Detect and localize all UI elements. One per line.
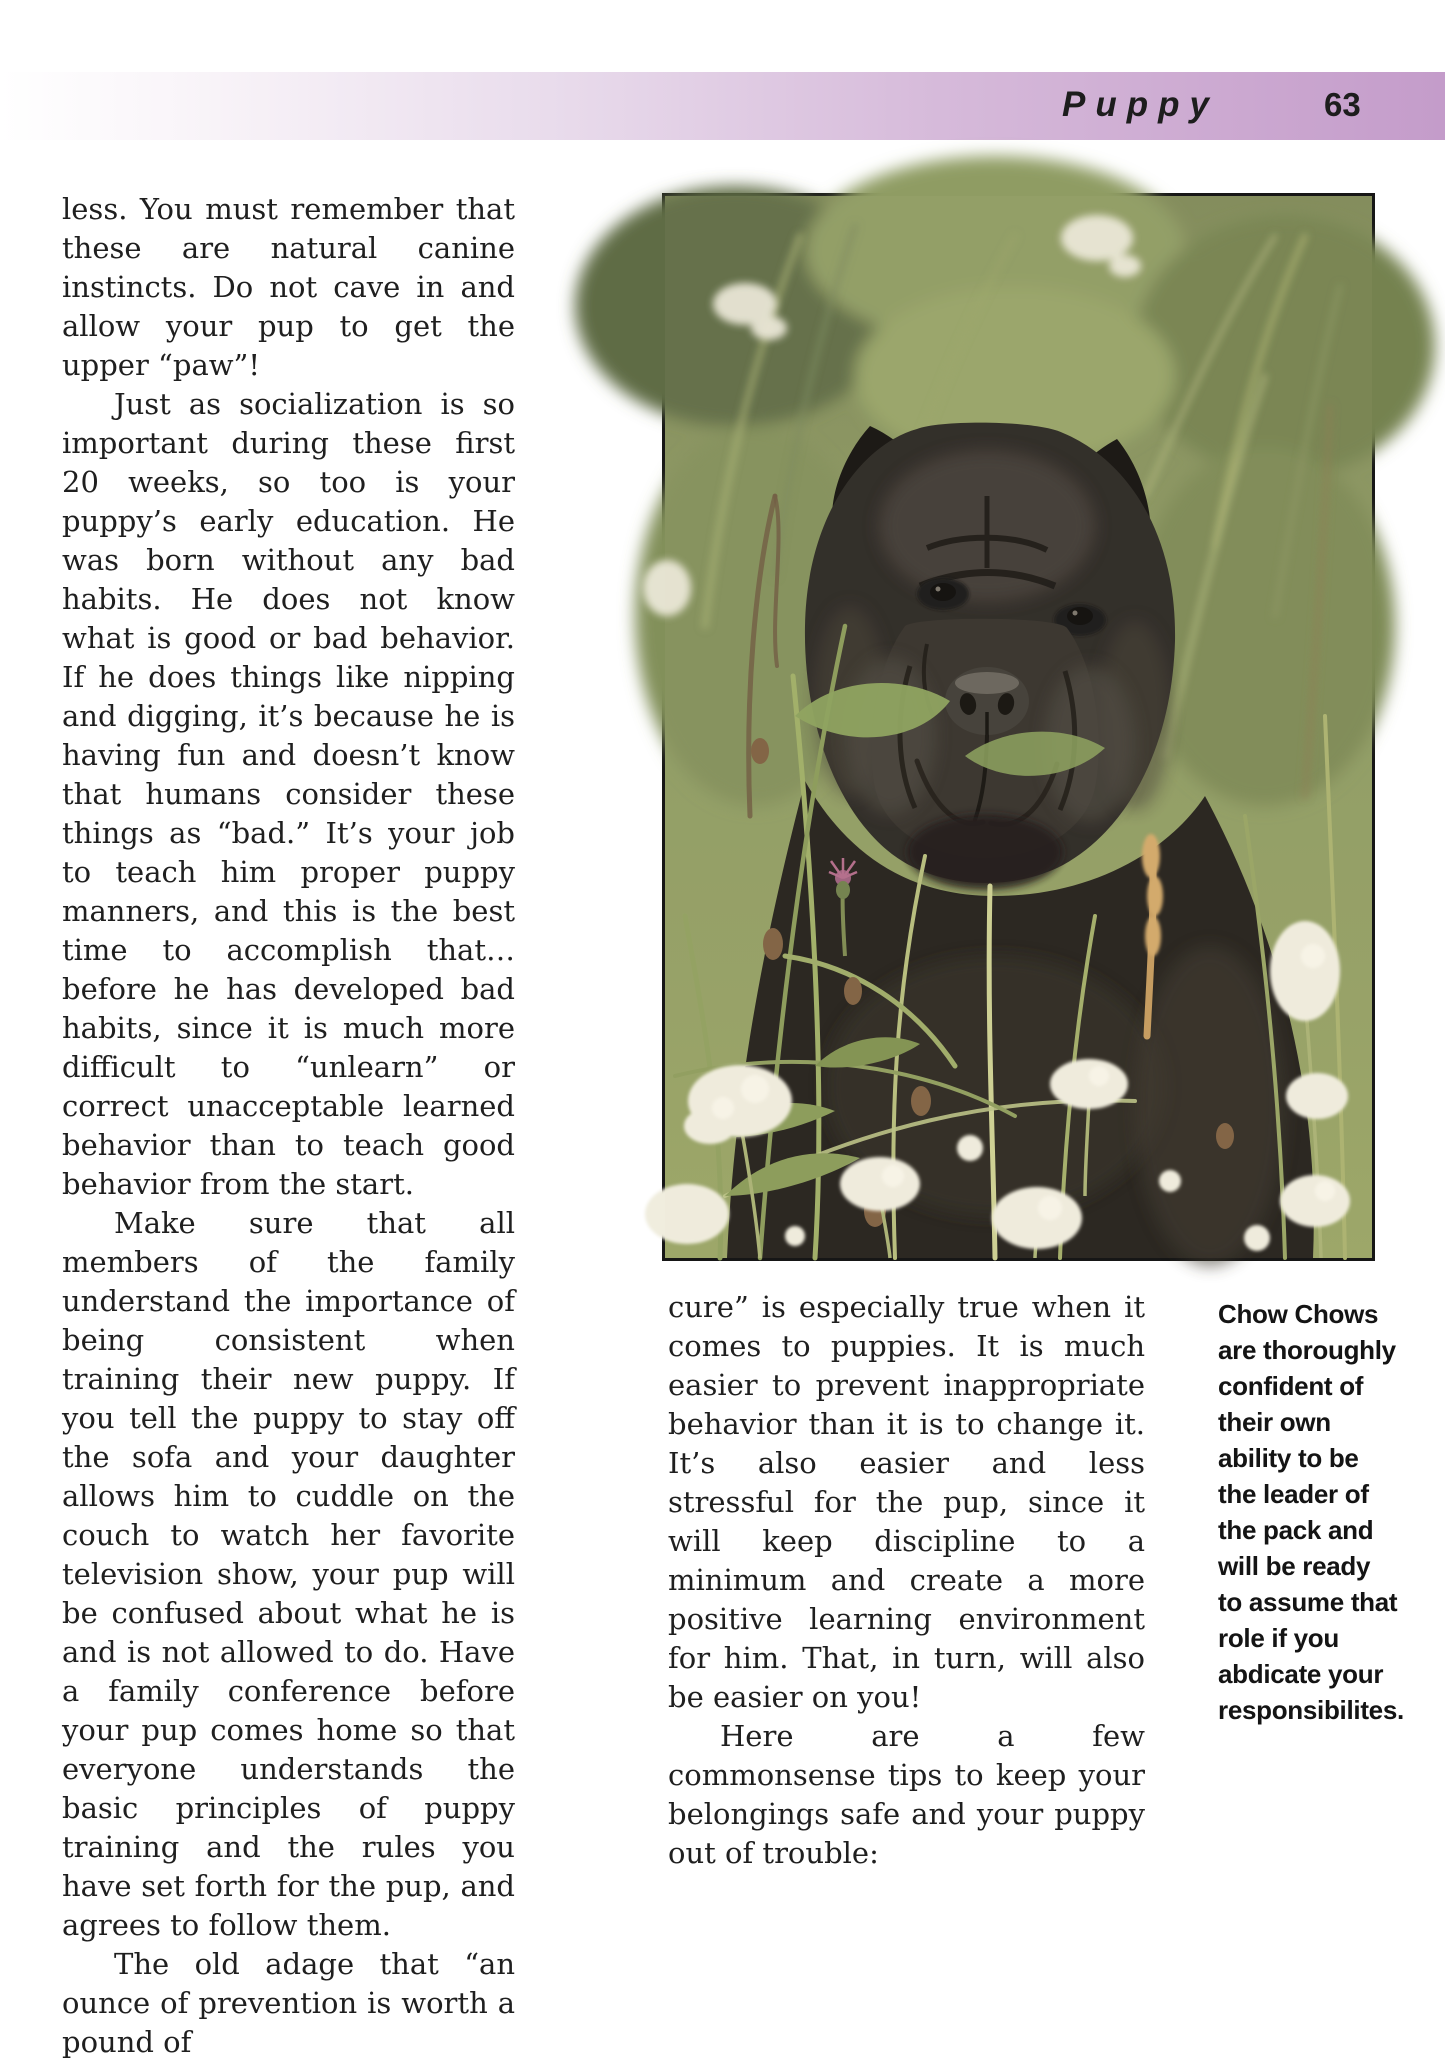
caption-line: are thoroughly — [1218, 1335, 1396, 1365]
paragraph: cure” is especially true when it comes to puppies. It is much easier to prevent inappropriate behavior than it is to change it. It’s also easier and less stressful for the pup, since it will keep discipline to a minimum and create a more positive learning environment for him. That, in turn, will also be easier on you! — [668, 1290, 1145, 1714]
paragraph: Just as socialization is so important during these first 20 weeks, so too is your puppy’s early education. He was born without any bad habits. He does not know what is good or bad behavior. If he does things like nipping and digging, it’s because he is having fun and doesn’t know that humans consider these things as “bad.” It’s your job to teach him proper puppy manners, and this is the best time to accomplish that…before he has developed bad habits, since it is much more difficult to “unlearn” or correct unacceptable learned behavior than to teach good behavior from the start. — [62, 387, 515, 1201]
puppy-photo-illustration — [665, 196, 1372, 1258]
chow-chow-puppy-photo — [662, 193, 1375, 1261]
caption-line: Chow Chows — [1218, 1299, 1379, 1329]
caption-line: their own — [1218, 1407, 1331, 1437]
paragraph: The old adage that “an ounce of prevention is worth a pound of — [62, 1947, 515, 2059]
caption-line: responsibilites. — [1218, 1695, 1404, 1725]
caption-line: ability to be — [1218, 1443, 1359, 1473]
paragraph: Here are a few commonsense tips to keep your belongings safe and your puppy out of trouble: — [668, 1719, 1145, 1870]
paragraph: less. You must remember that these are natural canine instincts. Do not cave in and allow your pup to get the upper “paw”! — [62, 192, 515, 382]
caption-line: abdicate your — [1218, 1659, 1384, 1689]
left-text-column — [62, 190, 515, 2062]
photo-caption — [1218, 1296, 1418, 1728]
middle-text-column — [668, 1288, 1145, 1873]
paragraph: Make sure that all members of the family understand the importance of being consistent when training their new puppy. If you tell the puppy to stay off the sofa and your daughter allows him to cuddle on the couch to watch her favorite television show, your pup will be confused about what he is and is not allowed to do. Have a family conference before your pup comes home so that everyone understands the basic principles of puppy training and the rules you have set forth for the pup, and agrees to follow them. — [62, 1206, 515, 1942]
caption-line: will be ready — [1218, 1551, 1371, 1581]
caption-line: role if you — [1218, 1623, 1339, 1653]
page-number: 63 — [1324, 86, 1361, 123]
caption-line: confident of — [1218, 1371, 1364, 1401]
caption-line: the leader of — [1218, 1479, 1369, 1509]
caption-line: the pack and — [1218, 1515, 1374, 1545]
section-title: Puppy — [1062, 85, 1219, 124]
page-header-band — [0, 72, 1445, 140]
caption-line: to assume that — [1218, 1587, 1398, 1617]
